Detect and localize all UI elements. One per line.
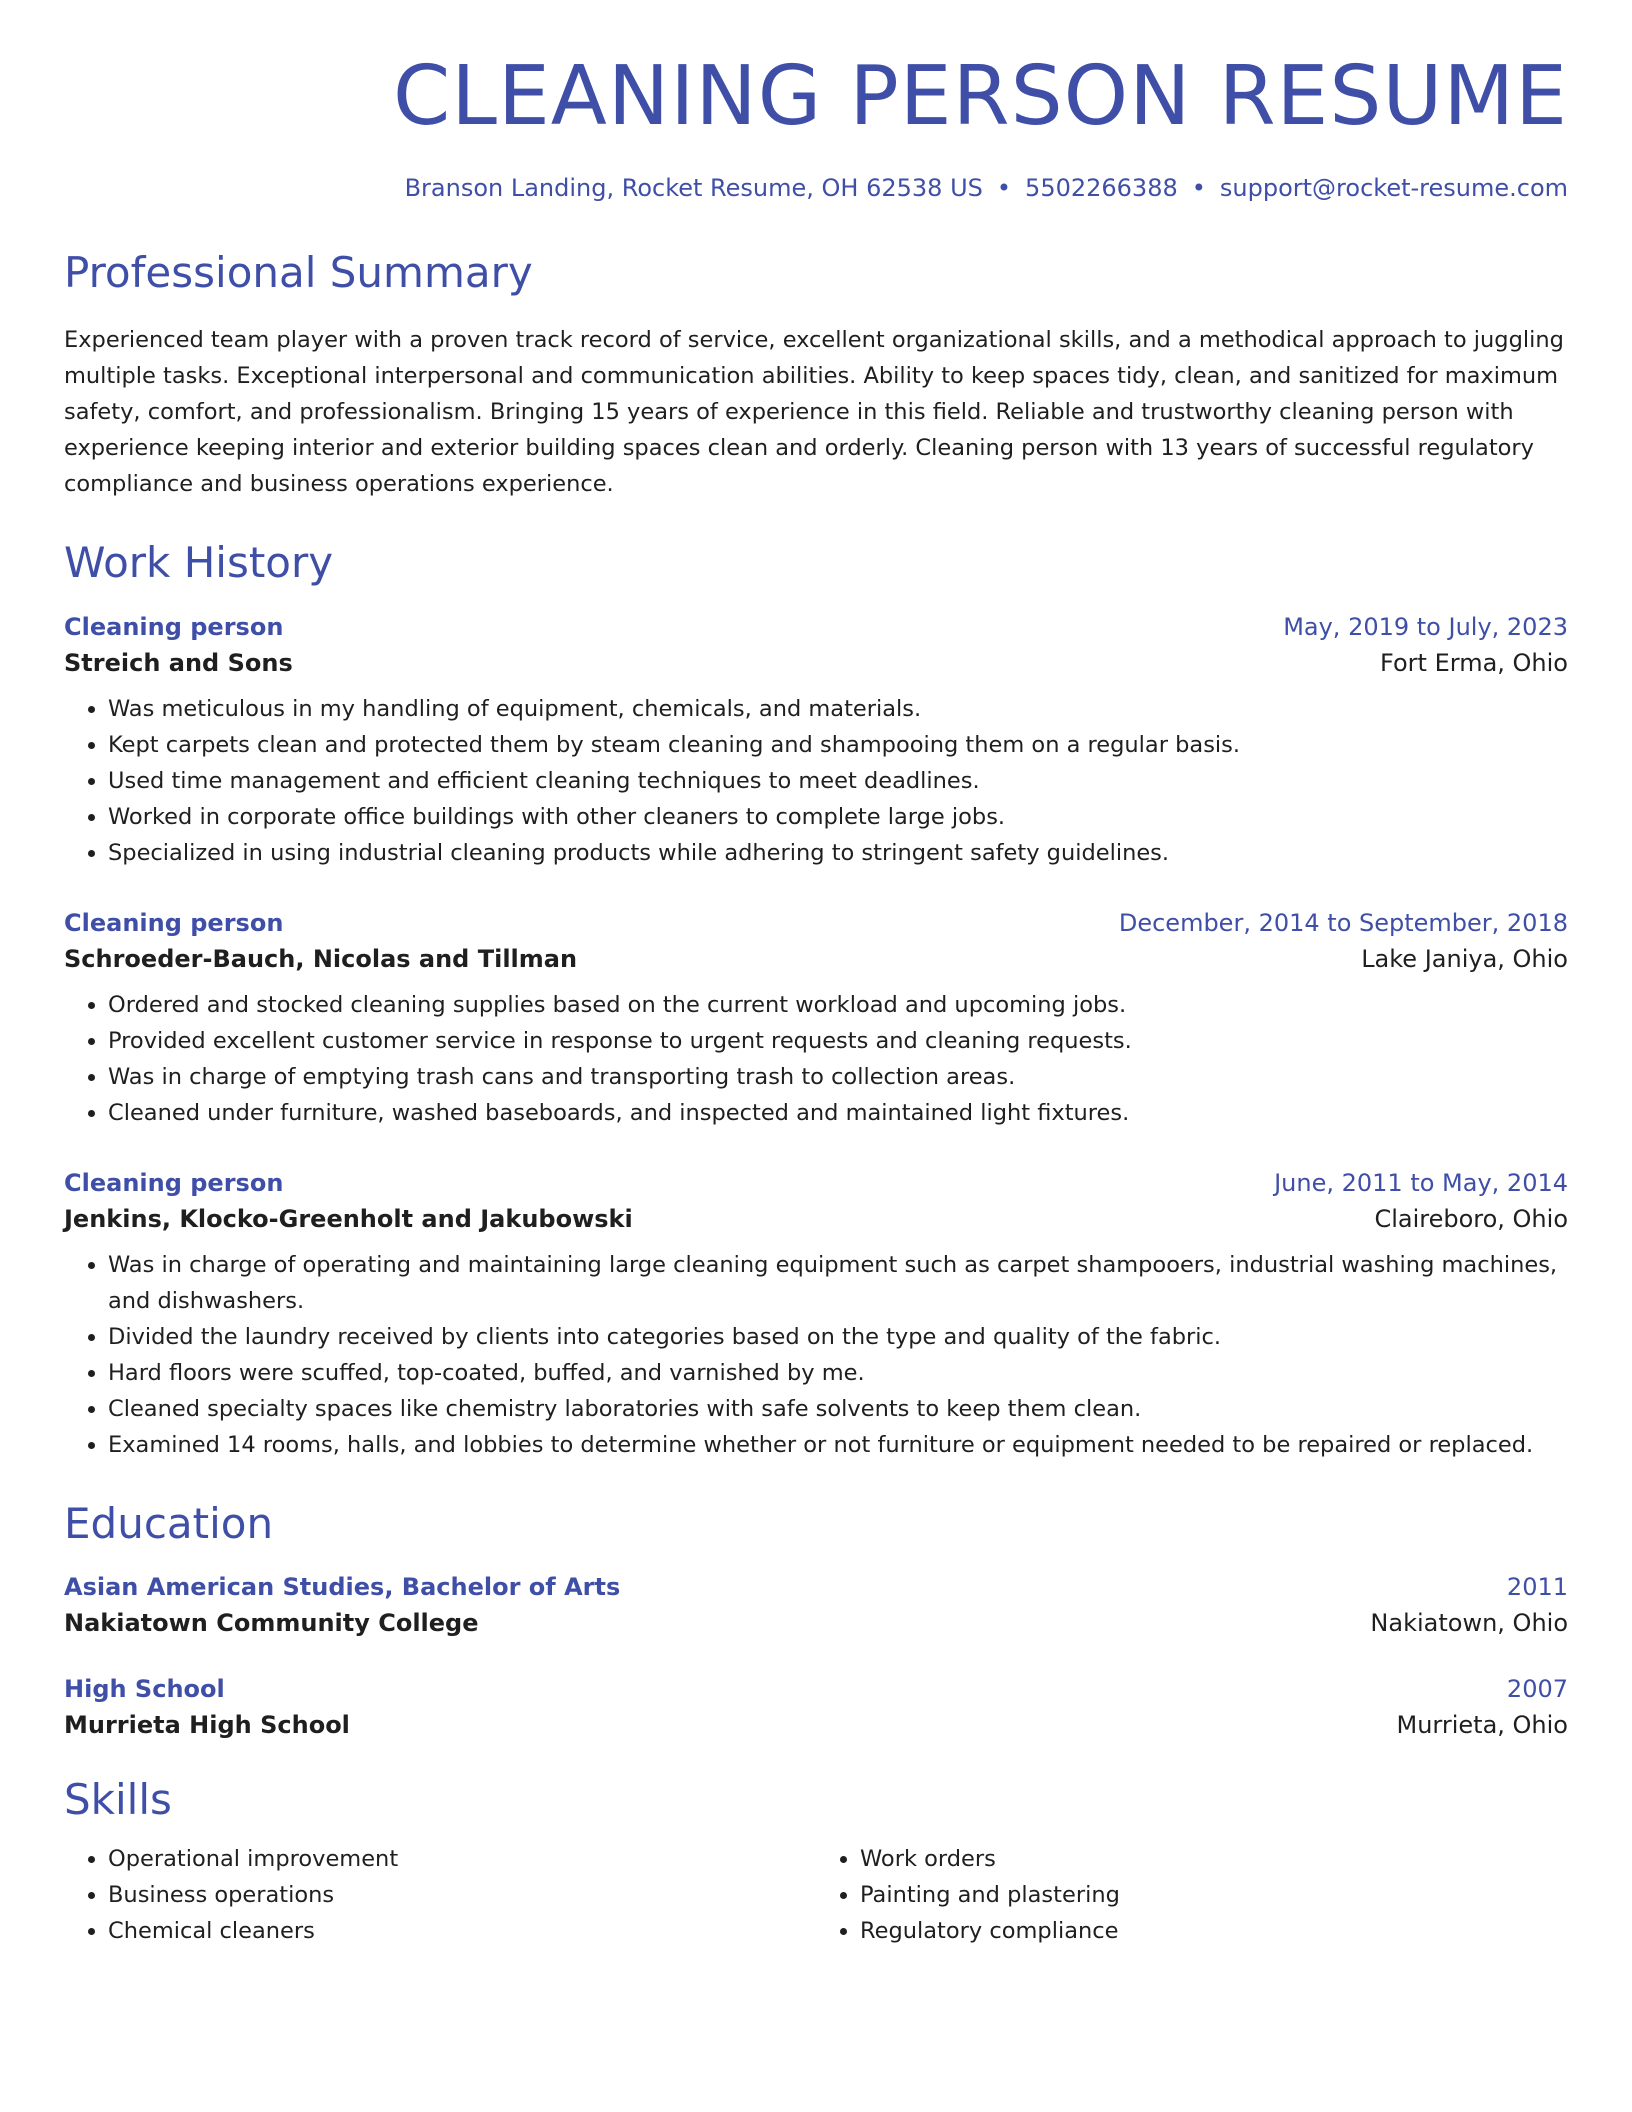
job-bullet: • Cleaned under furniture, washed baseboards, and inspected and maintained light fixtures.: [108, 1095, 1568, 1131]
school-location: Nakiatown, Ohio: [1370, 1608, 1568, 1637]
degree-title: High School: [64, 1674, 225, 1703]
job-bullet: • Used time management and efficient cleaning techniques to meet deadlines.: [108, 763, 1568, 799]
education-heading: Education: [64, 1498, 274, 1548]
job-bullets: [64, 987, 1568, 1131]
contact-phone: 5502266388: [1025, 174, 1178, 203]
contact-address: Branson Landing, Rocket Resume, OH 62538 US: [404, 174, 983, 203]
education-entry: [64, 1675, 1568, 1739]
job-location: Lake Janiya, Ohio: [1361, 944, 1568, 973]
skills-heading: Skills: [64, 1774, 172, 1824]
job-entry: [64, 909, 1568, 1131]
resume-header: [64, 0, 1568, 202]
resume-title: CLEANING PERSON RESUME: [393, 49, 1568, 144]
job-bullet: • Was in charge of operating and maintaining large cleaning equipment such as carpet shampooers, industrial washing machines, and dishwashers.: [108, 1247, 1568, 1319]
job-bullet: • Examined 14 rooms, halls, and lobbies to determine whether or not furniture or equipment needed to be repaired or replaced.: [108, 1427, 1568, 1463]
job-bullet: • Was in charge of emptying trash cans and transporting trash to collection areas.: [108, 1059, 1568, 1095]
job-entry: [64, 613, 1568, 871]
job-bullets: [64, 691, 1568, 871]
job-dates: May, 2019 to July, 2023: [1283, 612, 1568, 641]
summary-heading: Professional Summary: [64, 248, 533, 298]
skill-item: • Work orders: [860, 1841, 1568, 1877]
job-location: Claireboro, Ohio: [1374, 1204, 1568, 1233]
skills-section: [64, 1774, 1568, 1949]
job-company: Jenkins, Klocko-Greenholt and Jakubowski: [64, 1204, 633, 1233]
job-dates: June, 2011 to May, 2014: [1274, 1168, 1568, 1197]
school-name: Murrieta High School: [64, 1710, 350, 1739]
job-title: Cleaning person: [64, 908, 284, 937]
skill-item: • Operational improvement: [108, 1841, 816, 1877]
job-bullet: • Hard floors were scuffed, top-coated, buffed, and varnished by me.: [108, 1355, 1568, 1391]
job-location: Fort Erma, Ohio: [1380, 648, 1568, 677]
school-name: Nakiatown Community College: [64, 1608, 479, 1637]
job-bullet: • Worked in corporate office buildings with other cleaners to complete large jobs.: [108, 799, 1568, 835]
summary-text: Experienced team player with a proven track record of service, excellent organizational skills, and a methodical approach to juggling multiple tasks. Exceptional interpersonal and communication abilities. Ability to keep spaces tidy, clean, and sanitized for maximum safety, comfort, and professionalism. Bringing 15 years of experience in this field. Reliable and trustworthy cleaning person with experience keeping interior and exterior building spaces clean and orderly. Cleaning person with 13 years of successful regulatory compliance and business operations experience.: [64, 327, 1564, 498]
skills-grid: [64, 1841, 1568, 1949]
job-bullet: • Divided the laundry received by clients into categories based on the type and quality of the fabric.: [108, 1319, 1568, 1355]
education-section: [64, 1498, 1568, 1739]
job-company: Streich and Sons: [64, 648, 293, 677]
job-bullet: • Was meticulous in my handling of equipment, chemicals, and materials.: [108, 691, 1568, 727]
job-title: Cleaning person: [64, 612, 284, 641]
school-location: Murrieta, Ohio: [1396, 1710, 1568, 1739]
degree-title: Asian American Studies, Bachelor of Arts: [64, 1572, 621, 1601]
skill-item: • Chemical cleaners: [108, 1913, 816, 1949]
job-bullet: • Ordered and stocked cleaning supplies based on the current workload and upcoming jobs.: [108, 987, 1568, 1023]
job-bullets: [64, 1247, 1568, 1463]
skill-item: • Painting and plastering: [860, 1877, 1568, 1913]
job-bullet: • Provided excellent customer service in response to urgent requests and cleaning requests.: [108, 1023, 1568, 1059]
skill-item: • Regulatory compliance: [860, 1913, 1568, 1949]
summary-section: [64, 250, 1568, 502]
job-dates: December, 2014 to September, 2018: [1118, 908, 1568, 937]
work-history-heading: Work History: [64, 538, 334, 588]
graduation-year: 2007: [1506, 1674, 1568, 1703]
job-title: Cleaning person: [64, 1168, 284, 1197]
skills-column-right: [816, 1841, 1568, 1949]
contact-email: support@rocket-resume.com: [1219, 174, 1568, 203]
separator-dot: •: [996, 174, 1012, 203]
work-history-section: [64, 540, 1568, 1462]
job-bullet: • Cleaned specialty spaces like chemistry laboratories with safe solvents to keep them clean.: [108, 1391, 1568, 1427]
job-company: Schroeder-Bauch, Nicolas and Tillman: [64, 944, 578, 973]
graduation-year: 2011: [1506, 1572, 1568, 1601]
job-bullet: • Specialized in using industrial cleaning products while adhering to stringent safety guidelines.: [108, 835, 1568, 871]
job-entry: [64, 1169, 1568, 1463]
skills-column-left: [64, 1841, 816, 1949]
contact-line: [64, 174, 1568, 202]
skill-item: • Business operations: [108, 1877, 816, 1913]
job-bullet: • Kept carpets clean and protected them by steam cleaning and shampooing them on a regular basis.: [108, 727, 1568, 763]
separator-dot: •: [1191, 174, 1206, 203]
education-entry: [64, 1573, 1568, 1637]
